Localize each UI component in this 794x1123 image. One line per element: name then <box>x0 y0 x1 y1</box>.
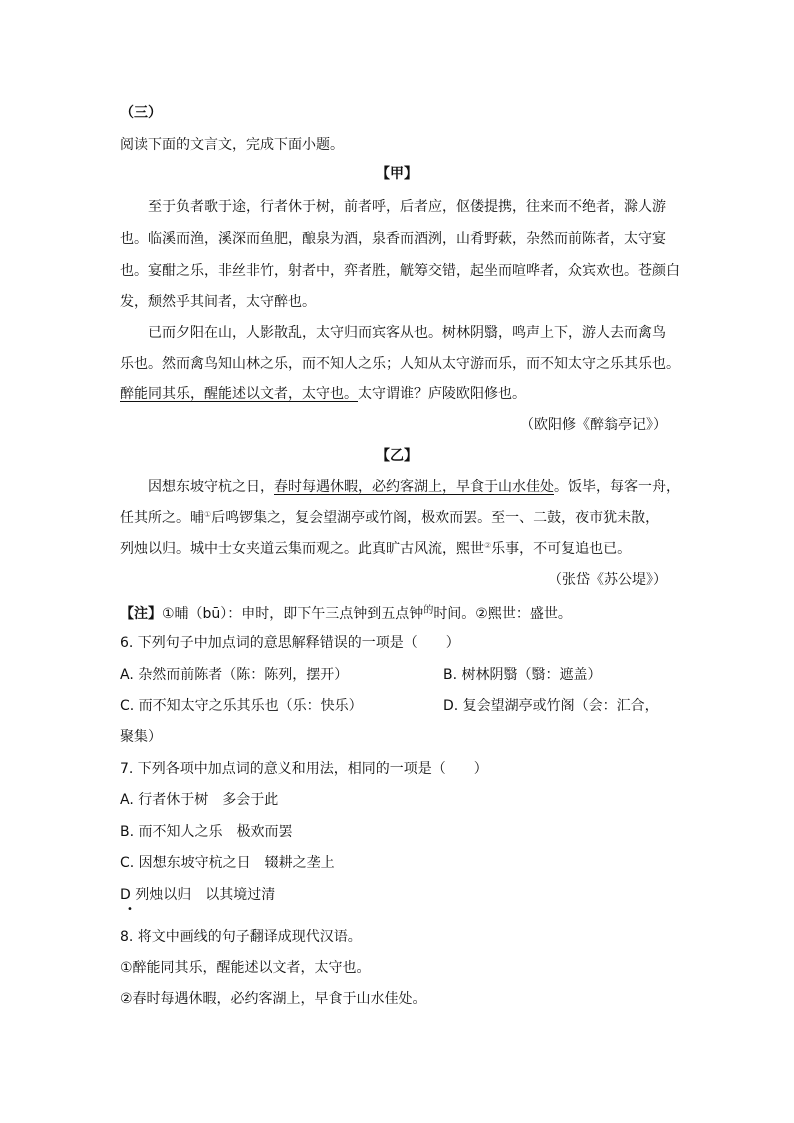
q8-item-1: ①醉能同其乐，醒能述以文者，太守也。 <box>120 960 371 976</box>
note-sup: 的 <box>423 605 434 616</box>
yi-line1-a: 因想东坡守杭之日， <box>148 479 274 495</box>
q7-option-b: B. 而不知人之乐 极欢而罢 <box>120 824 293 840</box>
underlined-sentence-2: 春时每遇休暇，必约客湖上，早食于山水佳处 <box>274 479 554 495</box>
jia-p2-line2: 乐也。然而禽鸟知山林之乐，而不知人之乐；人知从太守游而乐，而不知太守之乐其乐也。 <box>120 356 680 372</box>
yi-line1 <box>148 477 680 497</box>
q7-option-d: D 列烛以归 以其境过清 <box>120 887 276 903</box>
q6-stem: 6. 下列句子中加点词的意思解释错误的一项是（ ） <box>120 635 460 651</box>
footnote-marker-1: ① <box>204 510 212 519</box>
yi-line1-b: 。饭毕，每客一舟， <box>554 479 680 495</box>
q7-option-a: A. 行者休于树 多会于此 <box>120 792 279 808</box>
q8-stem: 8. 将文中画线的句子翻译成现代汉语。 <box>120 929 362 945</box>
jia-heading: 【甲】 <box>376 166 418 182</box>
jia-source: （欧阳修《醉翁亭记》） <box>520 417 667 433</box>
instruction: 阅读下面的文言文，完成下面小题。 <box>120 137 344 153</box>
yi-line2 <box>120 508 659 528</box>
section-title: （三） <box>120 105 162 121</box>
jia-p2-line3-rest: 太守谓谁？庐陵欧阳修也。 <box>358 386 526 402</box>
jia-p1-line1: 至于负者歌于途，行者休于树，前者呼，后者应，伛偻提携，往来而不绝者，滁人游 <box>148 199 666 215</box>
jia-p2-line3 <box>120 384 526 404</box>
emphasis-dot: • <box>127 904 133 915</box>
footnote-marker-2: ② <box>484 541 492 550</box>
yi-line2-a: 任其所之。晡 <box>120 510 204 526</box>
q6-option-b: B. 树林阴翳（翳：遮盖） <box>443 667 602 683</box>
yi-line3 <box>120 539 631 559</box>
q7-option-c: C. 因想东坡守杭之日 辍耕之垄上 <box>120 855 335 871</box>
note-text-a: ①晡（bū）：申时，即下午三点钟到五点钟 <box>162 606 424 622</box>
note-text-b: 时间。②熙世：盛世。 <box>433 606 572 622</box>
q6-option-d-cont: 聚集） <box>120 729 162 745</box>
note-label: 【注】 <box>120 606 162 622</box>
yi-source: （张岱《苏公堤》） <box>548 572 667 588</box>
note <box>120 604 572 624</box>
q6-option-a: A. 杂然而前陈者（陈：陈列，摆开） <box>120 667 349 683</box>
yi-line3-a: 列烛以归。城中士女夹道云集而观之。此真旷古风流，熙世 <box>120 541 484 557</box>
jia-p1-line4: 发，颓然乎其间者，太守醉也。 <box>120 294 316 310</box>
yi-line2-b: 后鸣锣集之，复会望湖亭或竹阁，极欢而罢。至一、二鼓，夜市犹未散， <box>211 510 660 526</box>
jia-p2-line1: 已而夕阳在山，人影散乱，太守归而宾客从也。树林阴翳，鸣声上下，游人去而禽鸟 <box>148 325 666 341</box>
yi-line3-b: 乐事，不可复追也已。 <box>491 541 632 557</box>
q6-option-d: D. 复会望湖亭或竹阁（会：汇合， <box>443 698 659 714</box>
jia-p1-line2: 也。临溪而渔，溪深而鱼肥，酿泉为酒，泉香而酒洌，山肴野蔌，杂然而前陈者，太守宴 <box>120 231 666 247</box>
q8-item-2: ②春时每遇休暇，必约客湖上，早食于山水佳处。 <box>120 991 427 1007</box>
jia-p1-line3: 也。宴酣之乐，非丝非竹，射者中，弈者胜，觥筹交错，起坐而喧哗者，众宾欢也。苍颜白 <box>120 263 680 279</box>
q6-option-c: C. 而不知太守之乐其乐也（乐：快乐） <box>120 698 363 714</box>
q7-stem: 7. 下列各项中加点词的意义和用法，相同的一项是（ ） <box>120 761 488 777</box>
underlined-sentence-1: 醉能同其乐，醒能述以文者，太守也。 <box>120 386 358 402</box>
yi-heading: 【乙】 <box>376 448 418 464</box>
